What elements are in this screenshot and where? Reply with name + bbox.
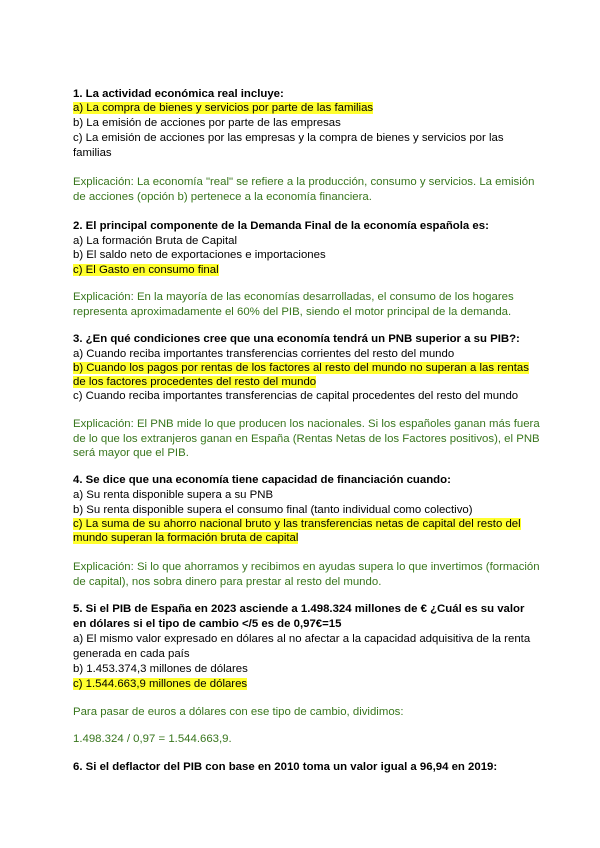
q3-option-b-line1 bbox=[73, 361, 529, 375]
q2-option-c bbox=[73, 263, 219, 277]
q5-explanation-line1: Para pasar de euros a dólares con ese tipo de cambio, dividimos: bbox=[73, 706, 404, 718]
q2-explanation-line2: representa aproximadamente el 60% del PIB, siendo el motor principal de la demanda. bbox=[73, 306, 512, 318]
question-2: 2. El principal componente de la Demanda Final de la economía española es: bbox=[73, 220, 489, 232]
q4-option-b: b) Su renta disponible supera el consumo final (tanto individual como colectivo) bbox=[73, 504, 473, 516]
q2-option-b: b) El saldo neto de exportaciones e importaciones bbox=[73, 249, 326, 261]
q1-explanation-line1: Explicación: La economía "real" se refiere a la producción, consumo y servicios. La emisión bbox=[73, 176, 535, 188]
q3-explanation-line3: será mayor que el PIB. bbox=[73, 447, 189, 459]
q3-explanation-line2: de lo que los extranjeros ganan en España (Rentas Netas de los Factores positivos), el PNB bbox=[73, 433, 540, 445]
question-5-line1: 5. Si el PIB de España en 2023 asciende a 1.498.324 millones de € ¿Cuál es su valor bbox=[73, 603, 525, 615]
answer-highlight: mundo superan la formación bruta de capital bbox=[73, 532, 299, 544]
q1-option-c-line1: c) La emisión de acciones por las empresas y la compra de bienes y servicios por las bbox=[73, 132, 504, 144]
q3-explanation-line1: Explicación: El PNB mide lo que producen los nacionales. Si los españoles ganan más fuera bbox=[73, 418, 540, 430]
q5-option-b: b) 1.453.374,3 millones de dólares bbox=[73, 663, 248, 675]
question-4: 4. Se dice que una economía tiene capacidad de financiación cuando: bbox=[73, 474, 451, 486]
q1-option-a bbox=[73, 101, 373, 115]
answer-highlight: de los factores procedentes del resto del mundo bbox=[73, 376, 317, 388]
q1-option-b: b) La emisión de acciones por parte de las empresas bbox=[73, 117, 341, 129]
question-6: 6. Si el deflactor del PIB con base en 2010 toma un valor igual a 96,94 en 2019: bbox=[73, 761, 498, 773]
q3-option-b-line2 bbox=[73, 375, 316, 389]
answer-highlight: b) Cuando los pagos por rentas de los factores al resto del mundo no superan a las rentas bbox=[73, 362, 529, 374]
answer-highlight: c) El Gasto en consumo final bbox=[73, 264, 219, 276]
q4-option-a: a) Su renta disponible supera a su PNB bbox=[73, 489, 274, 501]
q1-explanation-line2: de acciones (opción b) pertenece a la economía financiera. bbox=[73, 191, 372, 203]
answer-highlight: c) La suma de su ahorro nacional bruto y las transferencias netas de capital del resto del bbox=[73, 518, 521, 530]
q2-explanation-line1: Explicación: En la mayoría de las economías desarrolladas, el consumo de los hogares bbox=[73, 291, 514, 303]
q5-option-a-line2: generada en cada país bbox=[73, 648, 190, 660]
q4-explanation-line2: de capital), nos sobra dinero para prestar al resto del mundo. bbox=[73, 576, 382, 588]
question-5-line2: en dólares si el tipo de cambio </5 es de 0,97€=15 bbox=[73, 618, 342, 630]
q5-explanation-line2: 1.498.324 / 0,97 = 1.544.663,9. bbox=[73, 733, 232, 745]
question-3: 3. ¿En qué condiciones cree que una economía tendrá un PNB superior a su PIB?: bbox=[73, 333, 520, 345]
q4-explanation-line1: Explicación: Si lo que ahorramos y recibimos en ayudas supera lo que invertimos (formación bbox=[73, 561, 540, 573]
q5-option-c bbox=[73, 677, 247, 691]
q4-option-c-line2 bbox=[73, 531, 298, 545]
q5-option-a-line1: a) El mismo valor expresado en dólares al no afectar a la capacidad adquisitiva de la renta bbox=[73, 633, 531, 645]
q3-option-c: c) Cuando reciba importantes transferencias de capital procedentes del resto del mundo bbox=[73, 390, 519, 402]
q1-option-c-line2: familias bbox=[73, 147, 112, 159]
answer-highlight: c) 1.544.663,9 millones de dólares bbox=[73, 678, 248, 690]
answer-highlight: a) La compra de bienes y servicios por parte de las familias bbox=[73, 102, 374, 114]
q3-option-a: a) Cuando reciba importantes transferencias corrientes del resto del mundo bbox=[73, 348, 455, 360]
q4-option-c-line1 bbox=[73, 517, 521, 531]
question-1: 1. La actividad económica real incluye: bbox=[73, 88, 284, 100]
q2-option-a: a) La formación Bruta de Capital bbox=[73, 235, 237, 247]
